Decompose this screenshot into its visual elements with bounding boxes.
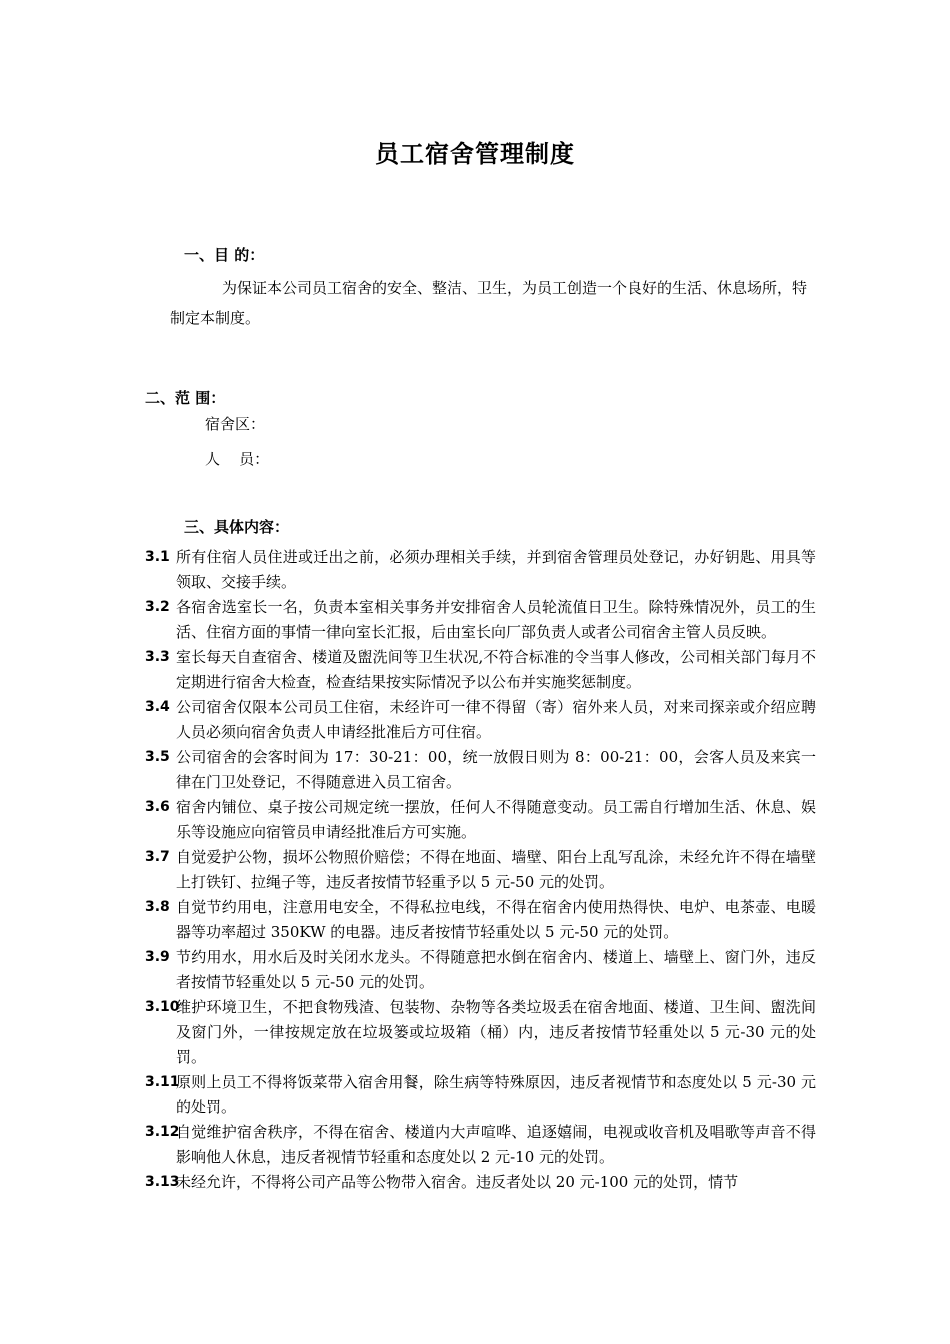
item-number: 3.7: [145, 849, 170, 865]
item-text: 室长每天自查宿舍、楼道及盥洗间等卫生状况,不符合标准的令当事人修改，公司相关部门每月不定期进行宿舍大检查，检查结果按实际情况予以公布并实施奖惩制度。: [176, 648, 816, 691]
item-text: 节约用水，用水后及时关闭水龙头。不得随意把水倒在宿舍内、楼道上、墙壁上、窗门外，违反者按情节轻重处以 5 元-50 元的处罚。: [176, 948, 816, 991]
item-text: 自觉维护宿舍秩序，不得在宿舍、楼道内大声喧哗、追逐嬉闹，电视或收音机及唱歌等声音不得影响他人休息，违反者视情节轻重和态度处以 2 元-10 元的处罚。: [176, 1123, 816, 1166]
item-text: 公司宿舍仅限本公司员工住宿，未经许可一律不得留（寄）宿外来人员，对来司探亲或介绍应聘人员必须向宿舍负责人申请经批准后方可住宿。: [176, 698, 816, 741]
list-item: [0, 895, 950, 945]
item-number: 3.11: [145, 1074, 180, 1090]
item-number: 3.8: [145, 899, 170, 915]
list-item: [0, 645, 950, 695]
list-item: [0, 995, 950, 1070]
item-text: 未经允许，不得将公司产品等公物带入宿舍。违反者处以 20 元-100 元的处罚，情节: [176, 1173, 739, 1191]
item-number: 3.5: [145, 749, 170, 765]
list-item: [0, 595, 950, 645]
section-purpose-heading: 一、目 的：: [184, 246, 265, 264]
list-item: [0, 945, 950, 995]
list-item: [0, 795, 950, 845]
item-number: 3.13: [145, 1174, 180, 1190]
item-text: 自觉爱护公物，损坏公物照价赔偿；不得在地面、墙壁、阳台上乱写乱涂，未经允许不得在墙壁上打铁钉、拉绳子等，违反者按情节轻重予以 5 元-50 元的处罚。: [176, 848, 816, 891]
list-item: [0, 745, 950, 795]
item-number: 3.6: [145, 799, 170, 815]
list-item: [0, 1120, 950, 1170]
item-number: 3.12: [145, 1124, 180, 1140]
item-number: 3.10: [145, 999, 180, 1015]
item-text: 宿舍内铺位、桌子按公司规定统一摆放，任何人不得随意变动。员工需自行增加生活、休息、娱乐等设施应向宿管员申请经批准后方可实施。: [176, 798, 816, 841]
item-number: 3.4: [145, 699, 170, 715]
document-title: 员工宿舍管理制度: [375, 139, 575, 168]
list-item: [0, 845, 950, 895]
item-number: 3.2: [145, 599, 170, 615]
item-number: 3.1: [145, 549, 170, 565]
section-purpose-body: 为保证本公司员工宿舍的安全、整洁、卫生，为员工创造一个良好的生活、休息场所，特制定本制度。: [170, 279, 808, 327]
section-content-heading: 三、具体内容：: [184, 518, 290, 536]
list-item: [0, 545, 950, 595]
item-number: 3.3: [145, 649, 170, 665]
item-text: 自觉节约用电，注意用电安全，不得私拉电线，不得在宿舍内使用热得快、电炉、电茶壶、电暖器等功率超过 350KW 的电器。违反者按情节轻重处以 5 元-50 元的处罚。: [176, 898, 816, 941]
list-item: [0, 695, 950, 745]
scope-dorm-label: 宿舍区：: [205, 415, 266, 433]
section-scope-heading: 二、范 围：: [145, 389, 226, 407]
content-item-list: [0, 545, 950, 1195]
item-number: 3.9: [145, 949, 170, 965]
scope-staff-label: 人 员：: [205, 450, 270, 468]
list-item: [0, 1070, 950, 1120]
item-text: 各宿舍选室长一名，负责本室相关事务并安排宿舍人员轮流值日卫生。除特殊情况外，员工的生活、住宿方面的事情一律向室长汇报，后由室长向厂部负责人或者公司宿舍主管人员反映。: [176, 598, 816, 641]
item-text: 公司宿舍的会客时间为 17：30-21：00，统一放假日则为 8：00-21：00，会客人员及来宾一律在门卫处登记，不得随意进入员工宿舍。: [176, 748, 816, 791]
item-text: 所有住宿人员住进或迁出之前，必须办理相关手续，并到宿舍管理员处登记，办好钥匙、用具等领取、交接手续。: [176, 548, 816, 591]
list-item: [0, 1170, 950, 1195]
item-text: 原则上员工不得将饭菜带入宿舍用餐，除生病等特殊原因，违反者视情节和态度处以 5 元-30 元的处罚。: [176, 1073, 816, 1116]
item-text: 维护环境卫生，不把食物残渣、包装物、杂物等各类垃圾丢在宿舍地面、楼道、卫生间、盥洗间及窗门外，一律按规定放在垃圾篓或垃圾箱（桶）内，违反者按情节轻重处以 5 元-30 元的处罚。: [176, 998, 816, 1066]
